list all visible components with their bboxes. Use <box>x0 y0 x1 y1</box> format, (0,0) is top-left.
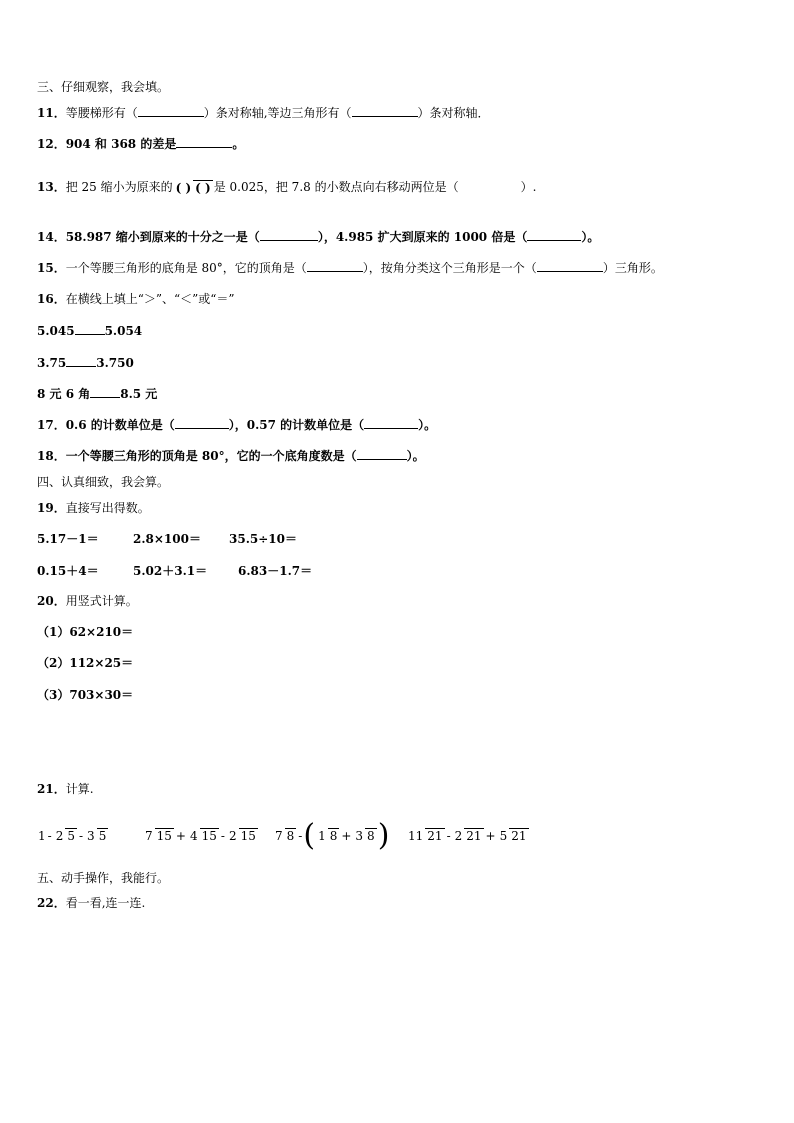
question-15: 15．一个等腰三角形的底角是 80°，它的顶角是（ ），按角分类这个三角形是一个（ ）三角形。 <box>37 261 663 275</box>
expression-3: 7 8 -( 1 8 + 3 8 ) <box>275 817 390 853</box>
compare-item: 8 元 6 角 8.5 元 <box>37 387 158 401</box>
question-12: 12．904 和 368 的差是 。 <box>37 137 245 151</box>
section-3-heading: 三、仔细观察，我会填。 <box>37 80 170 94</box>
question-19: 19．直接写出得数。 <box>37 501 150 515</box>
vertical-calc-item: （1）62×210＝ <box>37 625 134 639</box>
answer-blank[interactable] <box>138 105 204 117</box>
question-22: 22．看一看,连一连. <box>37 896 146 910</box>
question-14: 14．58.987 缩小到原来的十分之一是（ ），4.985 扩大到原来的 1000 倍是（ ）。 <box>37 230 600 244</box>
answer-blank[interactable] <box>537 260 603 272</box>
question-20: 20．用竖式计算。 <box>37 594 138 608</box>
section-5-heading: 五、动手操作，我能行。 <box>37 871 170 885</box>
question-21: 21．计算. <box>37 782 94 796</box>
expression-2: 7 15 + 4 15 - 2 15 <box>145 828 256 843</box>
answer-blank[interactable] <box>357 448 407 460</box>
answer-blank[interactable] <box>364 417 418 429</box>
answer-blank[interactable] <box>175 417 229 429</box>
expression-4: 11 21 - 2 21 + 5 21 <box>408 828 527 843</box>
question-11: 11．等腰梯形有（ ）条对称轴,等边三角形有（ ）条对称轴． <box>37 106 490 120</box>
answer-blank[interactable] <box>260 229 318 241</box>
question-17: 17．0.6 的计数单位是（ ），0.57 的计数单位是（ ）。 <box>37 418 437 432</box>
vertical-calc-item: （2）112×25＝ <box>37 656 134 670</box>
compare-blank[interactable] <box>75 323 105 335</box>
calc-row: 0.15＋4＝ 5.02＋3.1＝ 6.83－1.7＝ <box>37 564 313 578</box>
fraction-blank[interactable]: ( ) ( ) <box>175 181 211 195</box>
compare-item: 5.045 5.054 <box>37 324 143 338</box>
calc-row: 5.17－1＝ 2.8×100＝ 35.5÷10＝ <box>37 532 297 546</box>
compare-item: 3.75 3.750 <box>37 356 134 370</box>
answer-blank[interactable] <box>352 105 418 117</box>
question-18: 18．一个等腰三角形的顶角是 80°，它的一个底角度数是（ ）。 <box>37 449 425 463</box>
answer-blank[interactable] <box>527 229 581 241</box>
question-13: 13．把 25 缩小为原来的 ( ) ( ) 是 0.025，把 7.8 的小数点向右移动两位是（ ）. <box>37 180 537 195</box>
answer-blank[interactable] <box>176 136 232 148</box>
compare-blank[interactable] <box>90 386 120 398</box>
vertical-calc-item: （3）703×30＝ <box>37 688 134 702</box>
question-16: 16．在横线上填上“＞”、“＜”或“＝” <box>37 292 235 306</box>
compare-blank[interactable] <box>66 355 96 367</box>
answer-blank[interactable] <box>307 260 363 272</box>
expression-1: 1 - 2 5 - 3 5 <box>38 828 107 843</box>
section-4-heading: 四、认真细致，我会算。 <box>37 475 170 489</box>
